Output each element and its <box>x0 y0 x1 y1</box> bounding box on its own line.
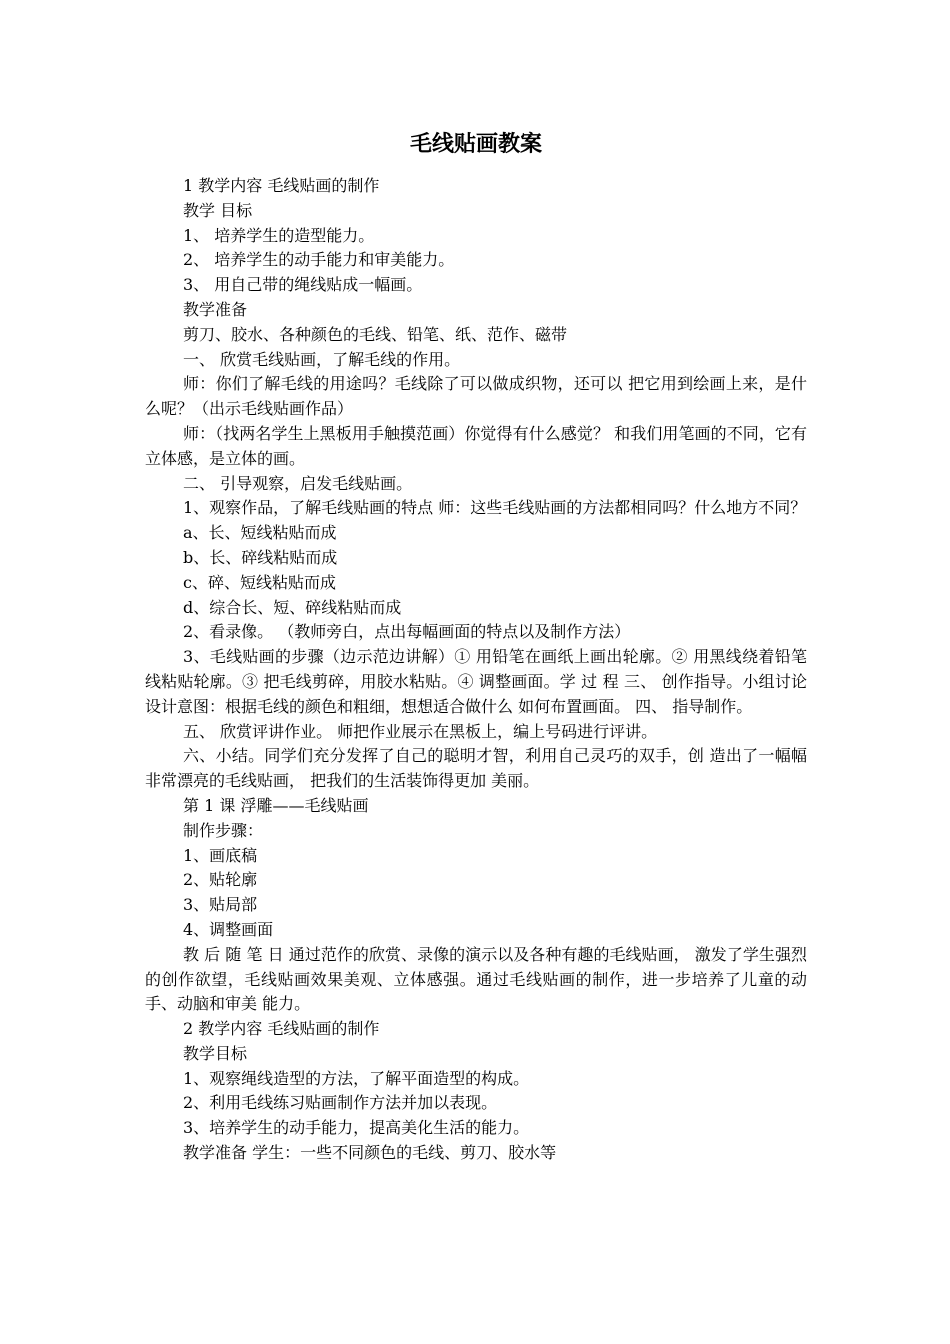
paragraph: 教 后 随 笔 日 通过范作的欣赏、录像的演示以及各种有趣的毛线贴画， 激发了学生强烈的创作欲望，毛线贴画效果美观、立体感强。通过毛线贴画的制作，进一步培养了儿童的动手、动脑和审美 能力。 <box>145 944 807 1014</box>
paragraph: 4、调整画面 <box>183 919 274 939</box>
paragraph: 3、 用自己带的绳线贴成一幅画。 <box>183 275 423 295</box>
paragraph: 2、看录像。 （教师旁白，点出每幅画面的特点以及制作方法） <box>183 622 631 642</box>
paragraph: 师：你们了解毛线的用途吗？毛线除了可以做成织物，还可以 把它用到绘画上来，是什么呢？（出示毛线贴画作品） <box>145 374 807 419</box>
paragraph: a、长、短线粘贴而成 <box>183 523 337 543</box>
paragraph: 五、 欣赏评讲作业。 师把作业展示在黑板上，编上号码进行评讲。 <box>183 721 658 741</box>
document-page <box>145 130 807 1166</box>
paragraph: 二、 引导观察，启发毛线贴画。 <box>183 473 413 493</box>
paragraph: 第 1 课 浮雕——毛线贴画 <box>183 795 369 815</box>
paragraph: 1、画底稿 <box>183 845 258 865</box>
document-title: 毛线贴画教案 <box>409 132 542 157</box>
paragraph: 1、观察作品，了解毛线贴画的特点 师：这些毛线贴画的方法都相同吗？什么地方不同？ <box>183 498 807 518</box>
paragraph: 2、利用毛线练习贴画制作方法并加以表现。 <box>183 1093 498 1113</box>
paragraph: 教学准备 <box>183 299 248 319</box>
paragraph: d、综合长、短、碎线粘贴而成 <box>183 597 402 617</box>
paragraph: 剪刀、胶水、各种颜色的毛线、铅笔、纸、范作、磁带 <box>183 324 568 344</box>
paragraph: 教学准备 学生：一些不同颜色的毛线、剪刀、胶水等 <box>183 1143 557 1163</box>
document-body <box>145 174 807 1166</box>
paragraph: 六、小结。同学们充分发挥了自己的聪明才智，利用自己灵巧的双手，创 造出了一幅幅非常漂亮的毛线贴画， 把我们的生活装饰得更加 美丽。 <box>145 746 807 791</box>
paragraph: 制作步骤： <box>183 820 264 840</box>
paragraph: 3、贴局部 <box>183 895 258 915</box>
paragraph: 2 教学内容 毛线贴画的制作 <box>183 1019 380 1039</box>
paragraph: 教学 目标 <box>183 200 253 220</box>
paragraph: 2、 培养学生的动手能力和审美能力。 <box>183 250 455 270</box>
paragraph: 1 教学内容 毛线贴画的制作 <box>183 176 380 195</box>
paragraph: 师：（找两名学生上黑板用手触摸范画）你觉得有什么感觉？ 和我们用笔画的不同，它有立体感，是立体的画。 <box>145 423 807 468</box>
paragraph: 1、 培养学生的造型能力。 <box>183 225 375 245</box>
paragraph: 一、 欣赏毛线贴画，了解毛线的作用。 <box>183 349 461 369</box>
paragraph: b、长、碎线粘贴而成 <box>183 547 338 567</box>
paragraph: 1、观察绳线造型的方法，了解平面造型的构成。 <box>183 1068 530 1088</box>
paragraph: c、碎、短线粘贴而成 <box>183 572 336 592</box>
paragraph: 3、培养学生的动手能力，提高美化生活的能力。 <box>183 1118 530 1138</box>
paragraph: 教学目标 <box>183 1043 248 1063</box>
paragraph: 3、毛线贴画的步骤（边示范边讲解）① 用铅笔在画纸上画出轮廓。② 用黑线绕着铅笔线粘贴轮廓。③ 把毛线剪碎，用胶水粘贴。④ 调整画面。学 过 程 三、 创作指导。小组讨论设计意图：根据毛线的颜色和粗细，想想适合做什么 如何布置画面。 四、 指导制作。 <box>145 647 807 716</box>
paragraph: 2、贴轮廓 <box>183 870 258 890</box>
